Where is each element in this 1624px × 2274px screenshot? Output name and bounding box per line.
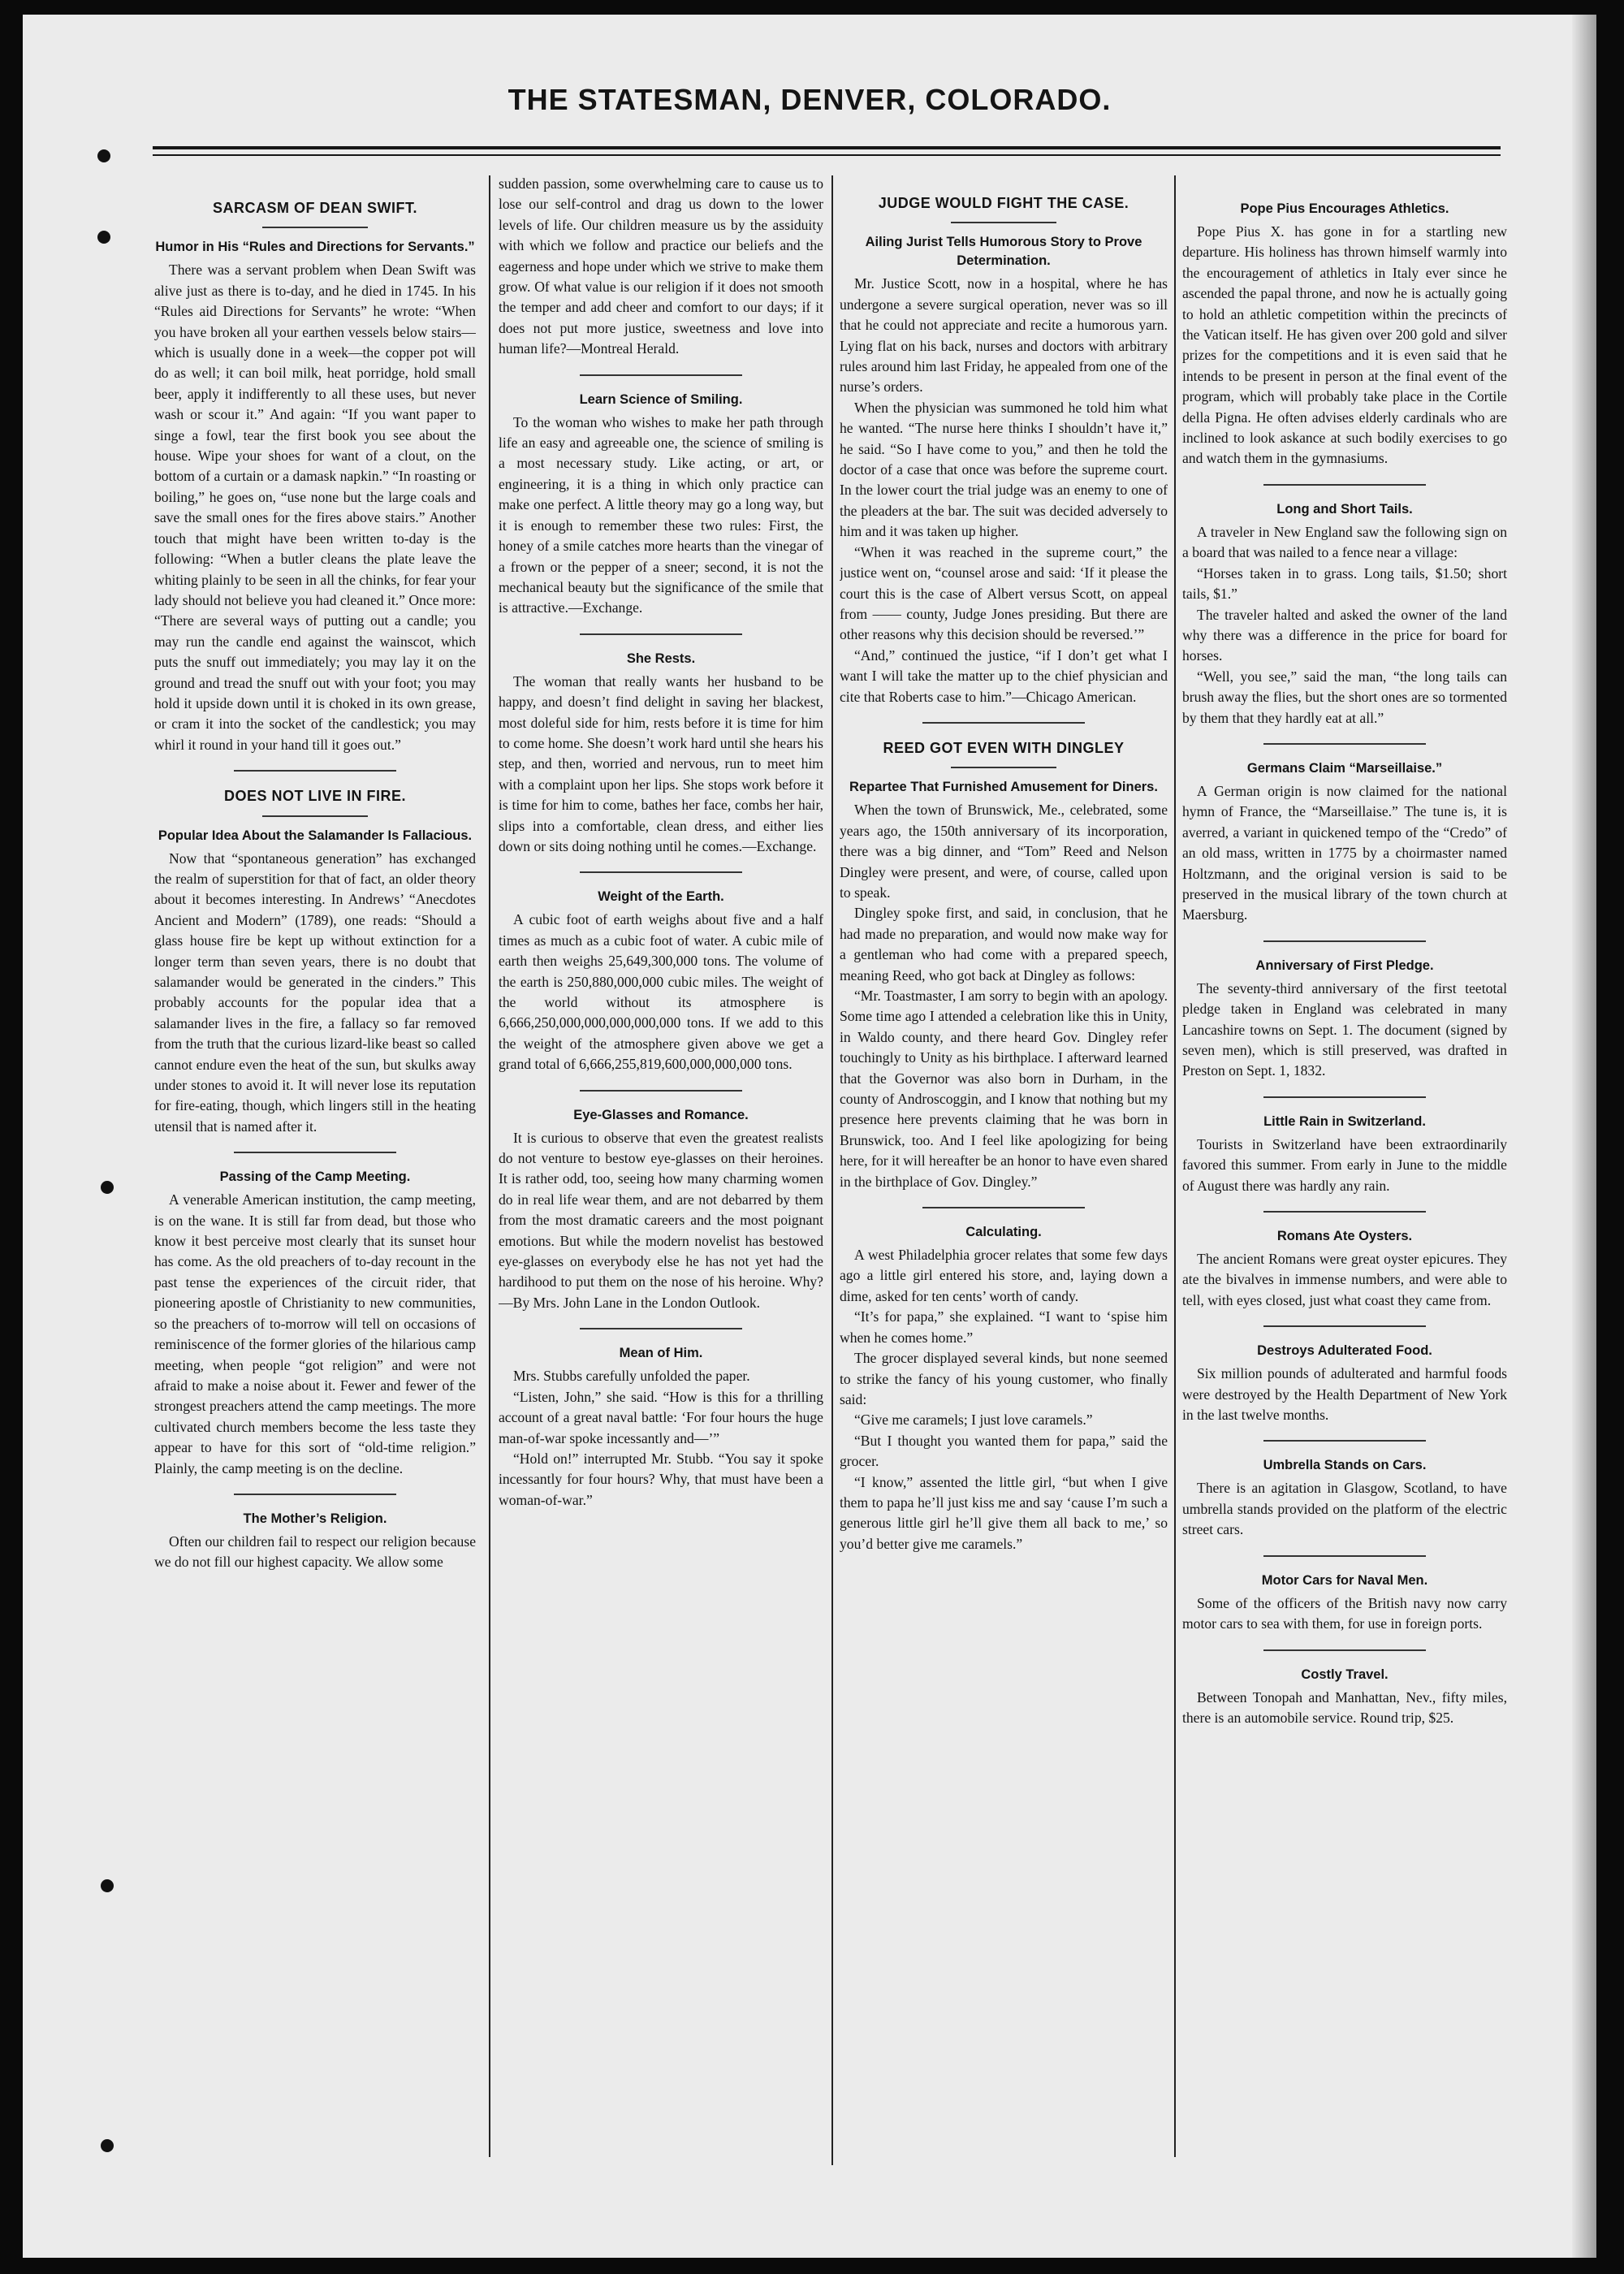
paragraph: A cubic foot of earth weighs about five and a half times as much as a cubic foot of water. A cubic mile of earth then weighs 25,649,300,000 tons. The volume of the earth is 250,880,000,000 cubic miles. The weight of the world without its atmosphere is 6,666,250,000,000,000,000,000 tons. If we add to this the weight of the atmosphere given above we get a grand total of 6,666,255,819,600,000,000,000 tons. bbox=[499, 911, 823, 1073]
article bbox=[154, 1510, 476, 1573]
article bbox=[499, 391, 823, 619]
paragraph: Some of the officers of the British navy now carry motor cars to sea with them, for use in foreign ports. bbox=[1182, 1594, 1507, 1632]
headline: SARCASM OF DEAN SWIFT. bbox=[213, 200, 417, 216]
article-continuation bbox=[499, 174, 823, 360]
divider bbox=[951, 767, 1056, 768]
article bbox=[840, 1223, 1168, 1554]
paragraph: “Mr. Toastmaster, I am sorry to begin with an apology. Some time ago I attended a celebration like this in Unity, in Waldo county, and there heard Gov. Dingley refer touchingly to Unity as his birthplace. I afterward learned that the Governor was also born in Durham, in the county of Androscoggin, and I know that nothing but my presence here prevents claiming that he was born in Brunswick, too. And I feel like apologizing for being here, for it will hereafter be an honor to have even shared in the birthplace of Gov. Dingley.” bbox=[840, 988, 1168, 1190]
divider bbox=[1263, 1325, 1426, 1327]
paragraph: There was a servant problem when Dean Swift was alive just as there is to-day, and he died in 1745. In his “Rules aid Directions for Servants” he wrote: “When you have broken all your earthen vessels below stairs—which is usually done in a week—the copper pot will do as well; it can boil milk, heat porridge, hold small beer, apply it indifferently to all these uses, but never wash or scour it.” And again: “If you want paper to singe a fowl, tear the first book you see about the house. Wipe your shoes for want of a clout, on the bottom of a curtain or a damask napkin.” “In roasting or boiling,” he goes on, “use none but the large coals and save the small ones for the fires above stairs.” Another touch that might have been written to-day is the following: “When a butler cleans the plate leave the whiting plainly to be seen in all the chinks, for fear your lady should not believe you had cleaned it.” Once more: “There are several ways of putting out a candle; you may run the candle end against the wainscot, which puts the snuff out immediately; you may lay it on the ground and tread the snuff out with your foot; you may hold it upside down until it is choked in its own grease, or cram it into the socket of the candlestick; you may whirl it round in your hand till it goes out.” bbox=[154, 262, 476, 753]
binding-hole bbox=[101, 2139, 114, 2152]
paragraph: It is curious to observe that even the greatest realists do not venture to bestow eye-glasses on their heroines. It is rather odd, too, seeing how many charming women do in real life wear them, and are not debarred by them from the most dramatic careers and the most poignant emotions. But while the modern novelist has bestowed eye-glasses on everybody else he has not yet had the hardihood to put them on the nose of his heroine. Why?—By Mrs. John Lane in the London Outlook. bbox=[499, 1129, 823, 1311]
article bbox=[154, 1168, 476, 1479]
article-title: Pope Pius Encourages Athletics. bbox=[1240, 201, 1449, 216]
paragraph: Often our children fail to respect our religion because we do not fill our highest capacity. We allow some bbox=[154, 1533, 476, 1571]
article bbox=[499, 1344, 823, 1511]
divider bbox=[1263, 940, 1426, 942]
column-1 bbox=[154, 198, 476, 2164]
divider bbox=[580, 1328, 742, 1329]
divider bbox=[580, 871, 742, 873]
paragraph: “I know,” assented the little girl, “but when I give them to papa he’ll just kiss me and say ‘cause I’m such a generous little girl he’ll give them all back to me,’ so you’d better give me caramels.” bbox=[840, 1473, 1168, 1552]
headline: DOES NOT LIVE IN FIRE. bbox=[223, 788, 407, 805]
binding-hole bbox=[97, 231, 110, 244]
paragraph: Mrs. Stubbs carefully unfolded the paper. bbox=[513, 1368, 750, 1385]
divider bbox=[1263, 1096, 1426, 1098]
article bbox=[1182, 1571, 1507, 1635]
divider bbox=[580, 633, 742, 635]
article bbox=[840, 193, 1168, 707]
divider bbox=[951, 222, 1056, 223]
subheadline: Popular Idea About the Salamander Is Fallacious. bbox=[158, 828, 473, 843]
paragraph: There is an agitation in Glasgow, Scotland, to have umbrella stands provided on the platform of the electric street cars. bbox=[1182, 1480, 1507, 1538]
paragraph: To the woman who wishes to make her path through life an easy and agreeable one, the science of smiling is a most necessary study. Like acting, or art, or engineering, it is a thing in which only practice can make one perfect. A little theory may go a long way, but it is enough to remember these two rules: First, the honey of a smile catches more hearts than the vinegar of a frown or the pepper of a sneer; second, it is not the mechanical beauty but the significance of the smile that is attractive.—Exchange. bbox=[499, 413, 823, 616]
article bbox=[1182, 1666, 1507, 1729]
divider bbox=[580, 374, 742, 376]
divider bbox=[1263, 1555, 1426, 1557]
masthead-rule bbox=[153, 146, 1501, 149]
divider bbox=[1263, 1649, 1426, 1651]
article bbox=[154, 786, 476, 1137]
binding-hole bbox=[101, 1879, 114, 1892]
article bbox=[1182, 1227, 1507, 1311]
article bbox=[1182, 759, 1507, 926]
paragraph: “But I thought you wanted them for papa,” said the grocer. bbox=[840, 1432, 1168, 1470]
masthead-rule-thin bbox=[153, 154, 1501, 156]
article bbox=[499, 1106, 823, 1314]
divider bbox=[1263, 1211, 1426, 1213]
article bbox=[840, 738, 1168, 1192]
column-divider bbox=[831, 175, 833, 2165]
divider bbox=[234, 1152, 396, 1153]
paragraph: When the physician was summoned he told him what he wanted. “The nurse here thinks I shouldn’t have it,” he said. “So I have come to you,” and then he told the doctor of a case that once was before the supreme court. In the lower court the trial judge was an enemy to one of the pleaders at the bar. The suit was decided adversely to him and it was taken up higher. bbox=[840, 399, 1168, 540]
paragraph: Mr. Justice Scott, now in a hospital, where he has undergone a severe surgical operation, never was so ill that he could not appreciate and recite a humorous yarn. Lying flat on his back, nurses and doctors with arbitrary rules around him last Friday, he appealed from one of the nurse’s orders. bbox=[840, 275, 1168, 396]
article bbox=[1182, 500, 1507, 728]
subheadline: Repartee That Furnished Amusement for Diners. bbox=[849, 780, 1158, 795]
paragraph: A west Philadelphia grocer relates that some few days ago a little girl entered his store, and, laying down a dime, asked for ten cents’ worth of candy. bbox=[840, 1247, 1168, 1304]
paragraph: The ancient Romans were great oyster epicures. They ate the bivalves in immense numbers, and were able to tell, with eyes closed, just what coast they came from. bbox=[1182, 1251, 1507, 1308]
article-title: Mean of Him. bbox=[619, 1346, 703, 1361]
paragraph: “And,” continued the justice, “if I don’t get what I want I will take the matter up to the chief physician and cite that Roberts case to him.”—Chicago American. bbox=[840, 646, 1168, 705]
article-title: Anniversary of First Pledge. bbox=[1255, 958, 1434, 973]
article-title: Learn Science of Smiling. bbox=[579, 391, 743, 407]
newspaper-page bbox=[23, 15, 1596, 2258]
subheadline: Humor in His “Rules and Directions for Servants.” bbox=[155, 240, 475, 255]
article bbox=[1182, 1342, 1507, 1425]
paragraph: Now that “spontaneous generation” has exchanged the realm of superstition for that of fact, an older theory about it becomes interesting. In Andrews’ “Anecdotes Ancient and Modern” (1789), one reads: “Should a glass house fire be kept up without extinction for a longer term than seven years, there is no doubt that salamander would be generated in the cinders.” This probably accounts for the popular idea that a salamander lives in the fire, a fallacy so far removed from the truth that the curious lizard-like beast so called cannot endure even the heat of the sun, but skulks away under stones to avoid it. It will never lose its reputation for fire-eating, though, which lingers still in the heating utensil that is named after it. bbox=[154, 850, 476, 1135]
article-title: Motor Cars for Naval Men. bbox=[1261, 1572, 1428, 1588]
headline: REED GOT EVEN WITH DINGLEY bbox=[883, 739, 1125, 756]
paragraph: “Hold on!” interrupted Mr. Stubb. “You say it spoke incessantly for four hours? Why, that must have been a woman-of-war.” bbox=[499, 1450, 823, 1508]
divider bbox=[922, 1207, 1085, 1208]
article-title: Long and Short Tails. bbox=[1276, 501, 1413, 517]
binding-hole bbox=[97, 149, 110, 162]
page-edge-shadow bbox=[1572, 15, 1596, 2258]
divider bbox=[262, 227, 368, 228]
divider bbox=[1263, 1440, 1426, 1442]
paragraph: “When it was reached in the supreme court,” the justice went on, “counsel arose and said: ‘If it please the court this is the case of Albert versus Scott, on appeal from —— county, Judge Jones presiding. But there are other reasons why this decision should be reversed.’” bbox=[840, 543, 1168, 643]
article bbox=[1182, 1113, 1507, 1196]
paragraph: When the town of Brunswick, Me., celebrated, some years ago, the 150th anniversary of its incorporation, there was a big dinner, and “Tom” Reed and Nelson Dingley were present, and were, of course, called upon to speak. bbox=[840, 802, 1168, 901]
masthead: THE STATESMAN, DENVER, COLORADO. bbox=[508, 83, 1112, 116]
paragraph: The woman that really wants her husband to be happy, and doesn’t find delight in saving her blackest, most doleful side for him, rests before it is time for him to come home. She doesn’t work hard until she hears his step, and then, worried and nervous, run to meet him with a complaint upon her lips. She stops work before it is time for him to come, bathes her face, combs her hair, slips into a comfortable, clean dress, and either lies down or sits doing nothing until he comes.—Exchange. bbox=[499, 672, 823, 854]
article-title: Calculating. bbox=[965, 1225, 1042, 1240]
paragraph: Pope Pius X. has gone in for a startling new departure. His holiness has thrown himself warmly into the encouragement of athletics in Italy ever since he ascended the papal throne, and now he is actually going to hold an athletic competition within the precincts of the Vatican itself. He has given over 200 gold and silver prizes for the competitions and it is even said that he intends to be present in person at the final event of the program, which will probably take place in the Cortile della Pigna. He often advises elderly cardinals who are inclined to look askance at such bodily exercises to go and watch them in the gymnasiums. bbox=[1182, 223, 1507, 467]
article-title: Weight of the Earth. bbox=[598, 889, 724, 905]
article bbox=[1182, 1456, 1507, 1540]
article bbox=[154, 198, 476, 755]
article bbox=[1182, 200, 1507, 469]
paragraph: sudden passion, some overwhelming care to cause us to lose our self-control and drag us down to the lower levels of life. Our children measure us by the assiduity with which we follow and practice our beliefs and the eagerness and hope under which we strive to make them grow. Of what value is our religion if it does not smooth the temper and add cheer and comfort to our days; if it does not put more justice, sweetness and love into human life?—Montreal Herald. bbox=[499, 175, 823, 357]
paragraph: Dingley spoke first, and said, in conclusion, that he had made no preparation, and would now make way for a gentleman who had come with a prepared speech, meaning Reed, who got back at Dingley as follows: bbox=[840, 905, 1168, 984]
paragraph: A traveler in New England saw the following sign on a board that was nailed to a fence near a village: bbox=[1182, 523, 1507, 561]
divider bbox=[234, 1494, 396, 1495]
paragraph: Between Tonopah and Manhattan, Nev., fifty miles, there is an automobile service. Round trip, $25. bbox=[1182, 1688, 1507, 1726]
paragraph: “Give me caramels; I just love caramels.” bbox=[854, 1412, 1093, 1429]
article-title: Umbrella Stands on Cars. bbox=[1263, 1458, 1427, 1473]
article-title: Germans Claim “Marseillaise.” bbox=[1246, 760, 1443, 776]
article bbox=[1182, 957, 1507, 1082]
article-title: Romans Ate Oysters. bbox=[1276, 1229, 1413, 1244]
paragraph: “Listen, John,” she said. “How is this for a thrilling account of a great naval battle: ‘For four hours the huge man-of-war spoke incessantly and—’” bbox=[499, 1388, 823, 1446]
column-3 bbox=[840, 193, 1168, 2159]
column-divider bbox=[489, 175, 490, 2157]
article-title: She Rests. bbox=[626, 651, 696, 666]
paragraph: Six million pounds of adulterated and harmful foods were destroyed by the Health Department of New York in the last twelve months. bbox=[1182, 1365, 1507, 1424]
article-title: Costly Travel. bbox=[1301, 1667, 1389, 1682]
paragraph: The grocer displayed several kinds, but none seemed to strike the fancy of his young customer, who finally said: bbox=[840, 1350, 1168, 1407]
headline: JUDGE WOULD FIGHT THE CASE. bbox=[878, 195, 1129, 211]
paragraph: A German origin is now claimed for the national hymn of France, the “Marseillaise.” The tune is, it is averred, a variant in quickened tempo of the “Credo” of an old mass, written in 1775 by a choirmaster named Holtzmann, and the original version is said to be preserved in the musical library of the town church at Maersburg. bbox=[1182, 782, 1507, 923]
divider bbox=[1263, 484, 1426, 486]
paragraph: The seventy-third anniversary of the first teetotal pledge taken in England was celebrated in many Lancashire towns on Sept. 1. The document (signed by seven men), which is still preserved, was drafted in Preston on Sept. 1, 1832. bbox=[1182, 979, 1507, 1079]
article-title: Little Rain in Switzerland. bbox=[1263, 1113, 1426, 1129]
article bbox=[499, 888, 823, 1074]
article-title: Passing of the Camp Meeting. bbox=[219, 1169, 411, 1185]
divider bbox=[234, 770, 396, 772]
paragraph: “Well, you see,” said the man, “the long tails can brush away the flies, but the short ones are so tormented by them that they hardly eat at all.” bbox=[1182, 668, 1507, 726]
article bbox=[499, 650, 823, 858]
paragraph: “It’s for papa,” she explained. “I want to ‘spise him when he comes home.” bbox=[840, 1308, 1168, 1346]
divider bbox=[580, 1090, 742, 1092]
column-4 bbox=[1182, 193, 1507, 2159]
divider bbox=[1263, 743, 1426, 745]
article-title: Eye-Glasses and Romance. bbox=[573, 1107, 749, 1122]
subheadline: Ailing Jurist Tells Humorous Story to Prove Determination. bbox=[865, 235, 1142, 269]
paragraph: A venerable American institution, the camp meeting, is on the wane. It is still far from dead, but those who know it best perceive most clearly that its sunset hour has come. As the old preachers of to-day recount in the past tense the experiences of the circuit rider, that pioneering apostle of Christianity to new communities, so the preachers of to-morrow will tell on occasions of reminiscence of the former glories of the hilarious camp meeting, when people “got religion” and were not afraid to make a noise about it. Fewer and fewer of the strongest preachers attend the camp meetings. The more cultivated church members become the less taste they appear to have for this sort of “old-time religion.” Plainly, the camp meeting is on the decline. bbox=[154, 1191, 476, 1476]
column-divider bbox=[1174, 175, 1176, 2157]
paragraph: Tourists in Switzerland have been extraordinarily favored this summer. From early in June to the middle of August there was hardly any rain. bbox=[1182, 1135, 1507, 1194]
article-title: The Mother’s Religion. bbox=[243, 1511, 387, 1526]
article-title: Destroys Adulterated Food. bbox=[1257, 1343, 1432, 1359]
paragraph: “Horses taken in to grass. Long tails, $1.50; short tails, $1.” bbox=[1182, 564, 1507, 603]
column-2 bbox=[499, 174, 823, 2139]
binding-hole bbox=[101, 1181, 114, 1194]
divider bbox=[922, 722, 1085, 724]
paragraph: The traveler halted and asked the owner of the land why there was a difference in the price for board for horses. bbox=[1182, 606, 1507, 664]
divider bbox=[262, 815, 368, 817]
